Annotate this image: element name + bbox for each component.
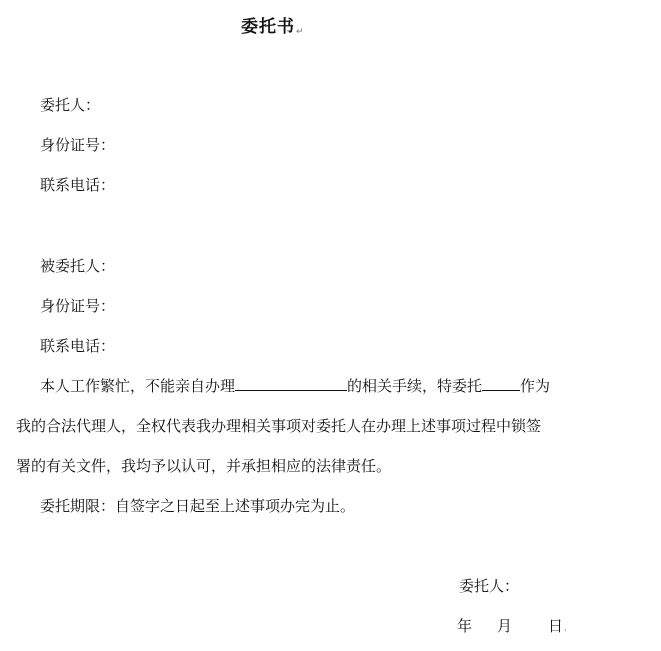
signature-label: 委托人： bbox=[459, 577, 520, 595]
principal-phone-label: 联系电话： bbox=[40, 176, 116, 194]
matter-blank-underline bbox=[235, 376, 347, 391]
statement-line-1-part-1: 本人工作繁忙，不能亲自办理 bbox=[40, 377, 236, 395]
date-day-text: 日 bbox=[548, 617, 564, 635]
statement-line-1-part-3: 作为 bbox=[520, 377, 551, 395]
statement-line-2: 我的合法代理人，全权代表我办理相关事项对委托人在办理上述事项过程中锁签 bbox=[16, 417, 542, 435]
statement-line-3: 署的有关文件，我均予以认可，并承担相应的法律责任。 bbox=[16, 457, 392, 475]
statement-line-1 bbox=[40, 376, 550, 396]
principal-name-label: 委托人： bbox=[40, 96, 101, 114]
title-text: 委托书 bbox=[241, 17, 295, 37]
statement-line-1-part-2: 的相关手续，特委托 bbox=[347, 377, 483, 395]
agent-blank-underline bbox=[482, 376, 520, 391]
principal-id-label: 身份证号： bbox=[40, 136, 116, 154]
date-year: 年 bbox=[457, 617, 473, 635]
agent-id-label: 身份证号： bbox=[40, 297, 116, 315]
date-day bbox=[548, 616, 567, 641]
paragraph-mark: ↵ bbox=[296, 27, 305, 37]
agent-phone-label: 联系电话： bbox=[40, 337, 116, 355]
end-mark: · bbox=[564, 626, 567, 636]
document-title bbox=[241, 12, 305, 37]
term-text: 委托期限：自签字之日起至上述事项办完为止。 bbox=[40, 497, 356, 515]
date-month: 月 bbox=[497, 617, 513, 635]
agent-name-label: 被委托人： bbox=[40, 257, 116, 275]
